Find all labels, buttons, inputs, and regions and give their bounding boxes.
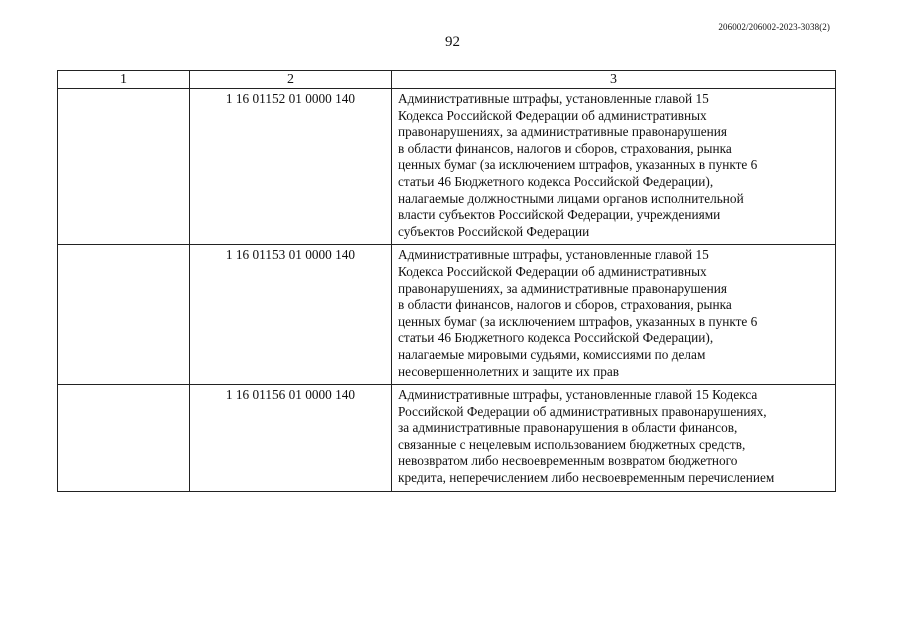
- description-line: Административные штрафы, установленные главой 15 Кодекса: [398, 387, 758, 403]
- row-col1-cell: [58, 89, 190, 245]
- page-number: 92: [445, 34, 460, 50]
- description-line: субъектов Российской Федерации: [398, 223, 590, 239]
- description-line: Административные штрафы, установленные главой 15: [398, 247, 709, 263]
- description-line: невозвратом либо несвоевременным возвратом бюджетного: [398, 453, 738, 469]
- budget-code-cell: 1 16 01152 01 0000 140: [190, 89, 392, 245]
- description-line: власти субъектов Российской Федерации, учреждениями: [398, 207, 721, 223]
- description-line: налагаемые мировыми судьями, комиссиями по делам: [398, 346, 706, 362]
- description-line: кредита, неперечислением либо несвоевременным перечислением: [398, 470, 775, 486]
- table-row: [58, 245, 836, 385]
- description-line: налагаемые должностными лицами органов исполнительной: [398, 190, 744, 206]
- column-header-2: 2: [190, 71, 392, 89]
- description-line: правонарушениях, за административные правонарушения: [398, 124, 728, 140]
- description-line: ценных бумаг (за исключением штрафов, указанных в пункте 6: [398, 313, 758, 329]
- description-cell: [392, 89, 836, 245]
- description-line: Кодекса Российской Федерации об административных: [398, 107, 707, 123]
- description-line: Российской Федерации об административных правонарушениях,: [398, 403, 767, 419]
- description-line: статьи 46 Бюджетного кодекса Российской Федерации),: [398, 173, 714, 189]
- row-col1-cell: [58, 385, 190, 492]
- description-line: Административные штрафы, установленные главой 15: [398, 91, 709, 106]
- description-line: правонарушениях, за административные правонарушения: [398, 280, 728, 296]
- description-line: за административные правонарушения в области финансов,: [398, 420, 738, 436]
- description-line: статьи 46 Бюджетного кодекса Российской Федерации),: [398, 330, 714, 346]
- column-header-3: 3: [392, 71, 836, 89]
- description-cell: [392, 245, 836, 385]
- description-line: в области финансов, налогов и сборов, страхования, рынка: [398, 297, 732, 313]
- description-line: несовершеннолетних и защите их прав: [398, 363, 620, 379]
- budget-code-cell: 1 16 01156 01 0000 140: [190, 385, 392, 492]
- row-col1-cell: [58, 245, 190, 385]
- budget-codes-table: [57, 70, 836, 492]
- description-line: в области финансов, налогов и сборов, страхования, рынка: [398, 140, 732, 156]
- description-cell: [392, 385, 836, 492]
- description-line: ценных бумаг (за исключением штрафов, указанных в пункте 6: [398, 157, 758, 173]
- table-row: [58, 385, 836, 492]
- document-id: 206002/206002-2023-3038(2): [718, 22, 830, 32]
- table-row: [58, 89, 836, 245]
- table-header-row: [58, 71, 836, 89]
- description-line: Кодекса Российской Федерации об административных: [398, 263, 707, 279]
- description-line: связанные с нецелевым использованием бюджетных средств,: [398, 436, 746, 452]
- budget-code-cell: 1 16 01153 01 0000 140: [190, 245, 392, 385]
- column-header-1: 1: [58, 71, 190, 89]
